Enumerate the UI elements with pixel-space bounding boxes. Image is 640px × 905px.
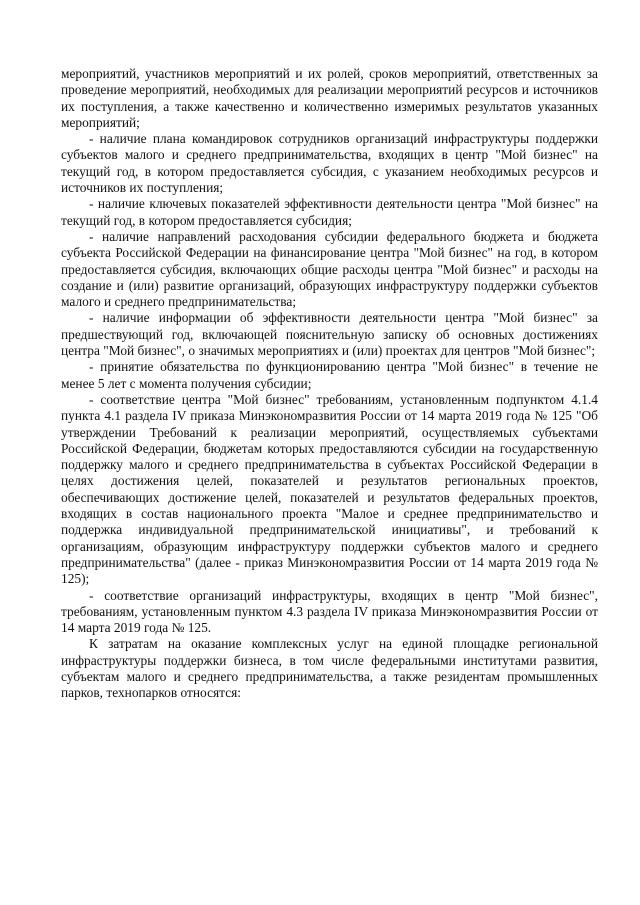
- paragraph-compliance-4-3: - соответствие организаций инфраструктуры, входящих в центр "Мой бизнес", требованиям, установленным пунктом 4.3 раздела IV приказа Минэкономразвития России от 14 марта 2019 года № 125.: [61, 587, 598, 636]
- document-page: [61, 66, 598, 702]
- paragraph-compliance-4-1-4: - соответствие центра "Мой бизнес" требованиям, установленным подпунктом 4.1.4 пункта 4.1 раздела IV приказа Минэкономразвития России от 14 марта 2019 года № 125 "Об утверждении Требований к реализации мероприятий, осуществляемых субъектами Российской Федерации, бюджетам которых предоставляются субсидии на государственную поддержку малого и среднего предпринимательства в субъектах Российской Федерации в целях достижения целей, показателей и результатов региональных проектов, обеспечивающих достижение целей, показателей и результатов федеральных проектов, входящих в состав национального проекта "Малое и среднее предпринимательство и поддержка индивидуальной предпринимательской инициативы", и требований к организациям, образующим инфраструктуру поддержки субъектов малого и среднего предпринимательства" (далее - приказ Минэкономразвития России от 14 марта 2019 года № 125);: [61, 391, 598, 587]
- paragraph-spending-directions: - наличие направлений расходования субсидии федерального бюджета и бюджета субъекта Российской Федерации на финансирование центра "Мой бизнес" на год, в котором предоставляется субсидия, включающих общие расходы центра "Мой бизнес" и расходы на создание и (или) развитие организаций, образующих инфраструктуру поддержки субъектов малого и среднего предпринимательства;: [61, 228, 598, 310]
- paragraph-obligation-5-years: - принятие обязательства по функционированию центра "Мой бизнес" в течение не менее 5 лет с момента получения субсидии;: [61, 359, 598, 391]
- paragraph-kpi: - наличие ключевых показателей эффективности деятельности центра "Мой бизнес" на текущий год, в котором предоставляется субсидия;: [61, 196, 598, 228]
- paragraph-costs-intro: К затратам на оказание комплексных услуг на единой площадке региональной инфраструктуры поддержки бизнеса, в том числе федеральными институтами развития, субъектам малого и среднего предпринимательства, а также резидентам промышленных парков, технопарков относятся:: [61, 636, 598, 701]
- paragraph-continuation: мероприятий, участников мероприятий и их ролей, сроков мероприятий, ответственных за проведение мероприятий, необходимых для реализации мероприятий ресурсов и источников их поступления, а также качественно и количественно измеримых результатов указанных мероприятий;: [61, 66, 598, 130]
- paragraph-business-trips-plan: - наличие плана командировок сотрудников организаций инфраструктуры поддержки субъектов малого и среднего предпринимательства, входящих в центр "Мой бизнес" на текущий год, в котором предоставляется субсидия, с указанием необходимых ресурсов и источников их поступления;: [61, 131, 598, 196]
- paragraph-efficiency-info: - наличие информации об эффективности деятельности центра "Мой бизнес" за предшествующий год, включающей пояснительную записку об основных достижениях центра "Мой бизнес", о значимых мероприятиях и (или) проектах для центров "Мой бизнес";: [61, 310, 598, 359]
